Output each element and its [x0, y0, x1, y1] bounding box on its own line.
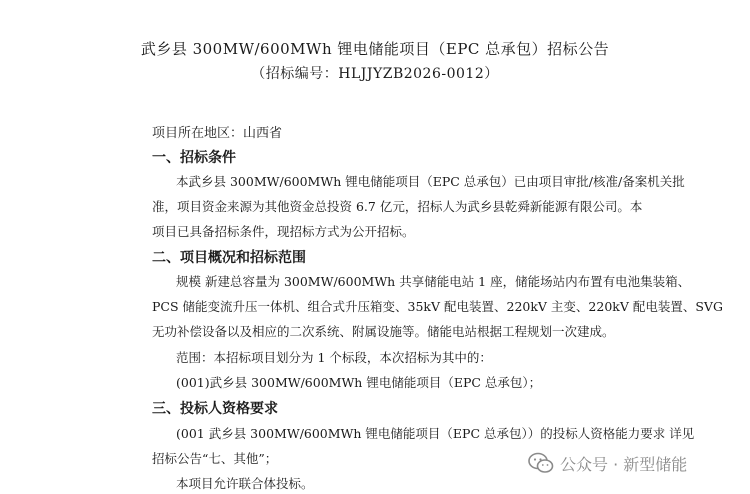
paragraph-line: 本武乡县 300MW/600MWh 锂电储能项目（EPC 总承包）已由项目审批/核准/备案机关批 [176, 174, 685, 189]
paragraph-line: 范围：本招标项目划分为 1 个标段，本次招标为其中的： [176, 350, 492, 365]
paragraph-line: (001 武乡县 300MW/600MWh 锂电储能项目（EPC 总承包））的投标人资格能力要求 详见 [176, 426, 695, 441]
paragraph-line: (001)武乡县 300MW/600MWh 锂电储能项目（EPC 总承包）； [176, 375, 542, 390]
paragraph-line: 准，项目资金来源为其他资金总投资 6.7 亿元，招标人为武乡县乾舜新能源有限公司。本 [152, 199, 643, 214]
section-heading-overview: 二、项目概况和招标范围 [152, 250, 306, 266]
watermark [528, 449, 687, 477]
tender-code: （招标编号：HLJJYZB2026-0012） [251, 66, 499, 82]
paragraph-line: 本项目允许联合体投标。 [176, 476, 314, 491]
paragraph-line: 项目已具备招标条件，现招标方式为公开招标。 [152, 224, 415, 239]
paragraph-line: 无功补偿设备以及相应的二次系统、附属设施等。储能电站根据工程规划一次建成。 [152, 324, 615, 339]
project-location: 项目所在地区：山西省 [152, 126, 283, 141]
paragraph-line: PCS 储能变流升压一体机、组合式升压箱变、35kV 配电装置、220kV 主变、220kV 配电装置、SVG [152, 299, 723, 314]
document-title: 武乡县 300MW/600MWh 锂电储能项目（EPC 总承包）招标公告 [140, 40, 610, 58]
paragraph-line: 招标公告“七、其他”； [152, 451, 278, 466]
section-heading-conditions: 一、招标条件 [152, 150, 236, 166]
watermark-text: 公众号 · 新型储能 [560, 454, 688, 474]
paragraph-line: 规模 新建总容量为 300MW/600MWh 共享储能电站 1 座，储能场站内布置有电池集装箱、 [176, 274, 691, 289]
section-heading-qualification: 三、投标人资格要求 [152, 401, 278, 417]
wechat-icon [528, 452, 554, 474]
